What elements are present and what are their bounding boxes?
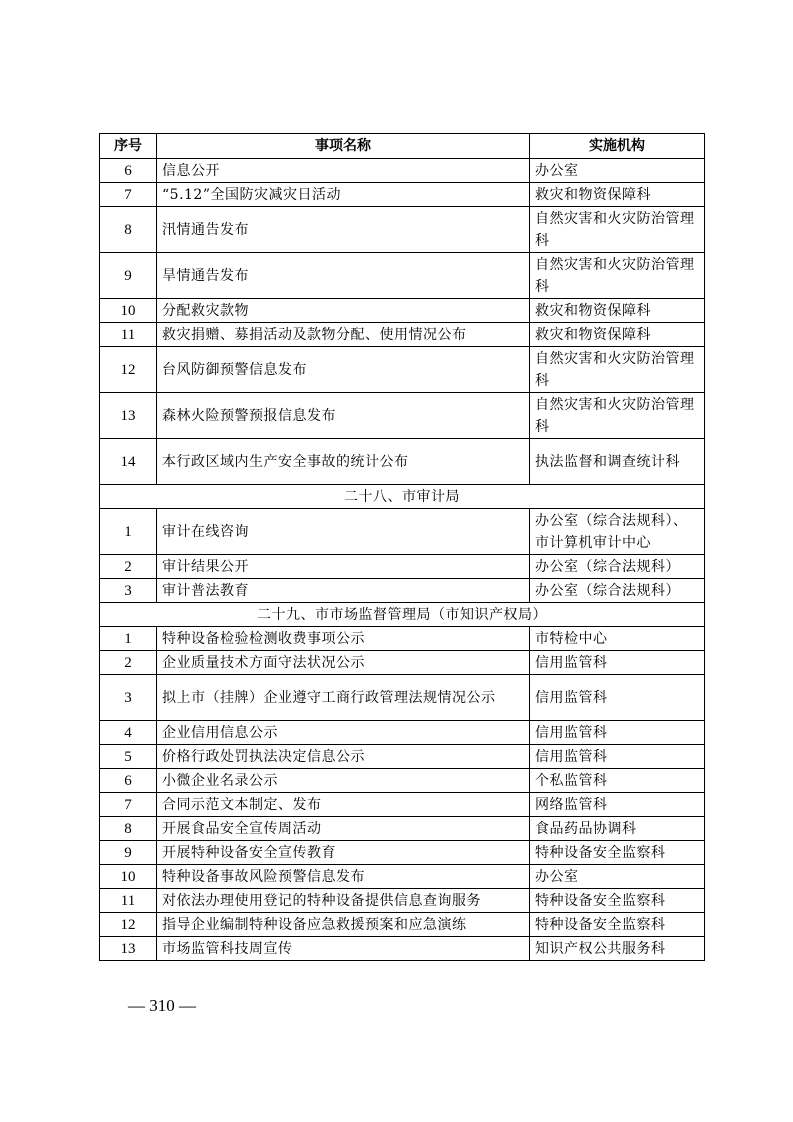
table-row <box>100 347 705 393</box>
row-number: 1 <box>100 627 157 651</box>
row-item-name: 指导企业编制特种设备应急救援预案和应急演练 <box>157 913 530 937</box>
row-item-name: 合同示范文本制定、发布 <box>157 793 530 817</box>
table-row <box>100 769 705 793</box>
row-agency: 自然灾害和火灾防治管理科 <box>530 393 705 439</box>
table-row <box>100 509 705 555</box>
table-row <box>100 937 705 961</box>
table-row <box>100 745 705 769</box>
table-row <box>100 675 705 721</box>
row-number: 7 <box>100 793 157 817</box>
row-item-name: 小微企业名录公示 <box>157 769 530 793</box>
row-agency: 自然灾害和火灾防治管理科 <box>530 253 705 299</box>
row-number: 10 <box>100 865 157 889</box>
row-agency: 个私监管科 <box>530 769 705 793</box>
table-row <box>100 721 705 745</box>
table-row <box>100 253 705 299</box>
row-item-name: 审计普法教育 <box>157 579 530 603</box>
row-number: 11 <box>100 323 157 347</box>
row-agency: 办公室（综合法规科） <box>530 555 705 579</box>
row-item-name: “5.12”全国防灾减灾日活动 <box>157 183 530 207</box>
row-agency: 信用监管科 <box>530 651 705 675</box>
row-item-name: 救灾捐赠、募捐活动及款物分配、使用情况公布 <box>157 323 530 347</box>
table-row <box>100 555 705 579</box>
row-number: 6 <box>100 769 157 793</box>
row-agency: 特种设备安全监察科 <box>530 913 705 937</box>
table-row <box>100 793 705 817</box>
row-item-name: 对依法办理使用登记的特种设备提供信息查询服务 <box>157 889 530 913</box>
row-item-name: 开展食品安全宣传周活动 <box>157 817 530 841</box>
row-number: 8 <box>100 207 157 253</box>
row-number: 11 <box>100 889 157 913</box>
row-number: 12 <box>100 913 157 937</box>
row-agency: 办公室 <box>530 865 705 889</box>
row-number: 7 <box>100 183 157 207</box>
table-row <box>100 183 705 207</box>
section-title-market-bureau: 二十九、市市场监督管理局（市知识产权局） <box>100 603 705 627</box>
row-agency: 食品药品协调科 <box>530 817 705 841</box>
row-number: 3 <box>100 675 157 721</box>
row-item-name: 价格行政处罚执法决定信息公示 <box>157 745 530 769</box>
row-item-name: 审计结果公开 <box>157 555 530 579</box>
row-number: 2 <box>100 651 157 675</box>
row-agency: 信用监管科 <box>530 745 705 769</box>
row-item-name: 森林火险预警预报信息发布 <box>157 393 530 439</box>
row-number: 14 <box>100 439 157 485</box>
page-number: — 310 — <box>128 996 196 1015</box>
row-item-name: 审计在线咨询 <box>157 509 530 555</box>
table-row <box>100 889 705 913</box>
row-agency: 特种设备安全监察科 <box>530 889 705 913</box>
row-item-name: 特种设备事故风险预警信息发布 <box>157 865 530 889</box>
table-header-row <box>100 134 705 159</box>
row-item-name: 拟上市（挂牌）企业遵守工商行政管理法规情况公示 <box>157 675 530 721</box>
row-number: 5 <box>100 745 157 769</box>
table-row <box>100 913 705 937</box>
row-number: 9 <box>100 841 157 865</box>
row-number: 10 <box>100 299 157 323</box>
row-agency: 自然灾害和火灾防治管理科 <box>530 347 705 393</box>
row-item-name: 本行政区域内生产安全事故的统计公布 <box>157 439 530 485</box>
table-row <box>100 207 705 253</box>
row-agency: 信用监管科 <box>530 675 705 721</box>
row-item-name: 台风防御预警信息发布 <box>157 347 530 393</box>
section-title-audit-bureau: 二十八、市审计局 <box>100 485 705 509</box>
table-row <box>100 393 705 439</box>
row-item-name: 旱情通告发布 <box>157 253 530 299</box>
row-number: 12 <box>100 347 157 393</box>
row-item-name: 企业质量技术方面守法状况公示 <box>157 651 530 675</box>
header-item-name: 事项名称 <box>157 134 530 159</box>
row-agency: 办公室（综合法规科）、市计算机审计中心 <box>530 509 705 555</box>
row-number: 9 <box>100 253 157 299</box>
row-number: 13 <box>100 393 157 439</box>
table-row <box>100 865 705 889</box>
row-agency: 市特检中心 <box>530 627 705 651</box>
section-header-row <box>100 485 705 509</box>
row-item-name: 开展特种设备安全宣传教育 <box>157 841 530 865</box>
row-item-name: 市场监管科技周宣传 <box>157 937 530 961</box>
row-item-name: 特种设备检验检测收费事项公示 <box>157 627 530 651</box>
row-agency: 自然灾害和火灾防治管理科 <box>530 207 705 253</box>
row-number: 3 <box>100 579 157 603</box>
table-row <box>100 627 705 651</box>
row-agency: 救灾和物资保障科 <box>530 299 705 323</box>
section-header-row <box>100 603 705 627</box>
row-number: 6 <box>100 159 157 183</box>
row-item-name: 汛情通告发布 <box>157 207 530 253</box>
row-agency: 执法监督和调查统计科 <box>530 439 705 485</box>
row-agency: 信用监管科 <box>530 721 705 745</box>
table-row <box>100 439 705 485</box>
row-agency: 网络监管科 <box>530 793 705 817</box>
table-row <box>100 323 705 347</box>
row-agency: 特种设备安全监察科 <box>530 841 705 865</box>
row-item-name: 企业信用信息公示 <box>157 721 530 745</box>
table-row <box>100 579 705 603</box>
row-number: 8 <box>100 817 157 841</box>
row-number: 4 <box>100 721 157 745</box>
row-number: 2 <box>100 555 157 579</box>
row-item-name: 信息公开 <box>157 159 530 183</box>
row-agency: 知识产权公共服务科 <box>530 937 705 961</box>
table-row <box>100 299 705 323</box>
row-number: 1 <box>100 509 157 555</box>
header-implementing-agency: 实施机构 <box>530 134 705 159</box>
row-agency: 办公室（综合法规科） <box>530 579 705 603</box>
public-affairs-table <box>99 133 705 961</box>
header-serial-number: 序号 <box>100 134 157 159</box>
row-number: 13 <box>100 937 157 961</box>
table-row <box>100 817 705 841</box>
table-row <box>100 651 705 675</box>
row-item-name: 分配救灾款物 <box>157 299 530 323</box>
table-row <box>100 159 705 183</box>
row-agency: 救灾和物资保障科 <box>530 183 705 207</box>
row-agency: 办公室 <box>530 159 705 183</box>
row-agency: 救灾和物资保障科 <box>530 323 705 347</box>
table-row <box>100 841 705 865</box>
